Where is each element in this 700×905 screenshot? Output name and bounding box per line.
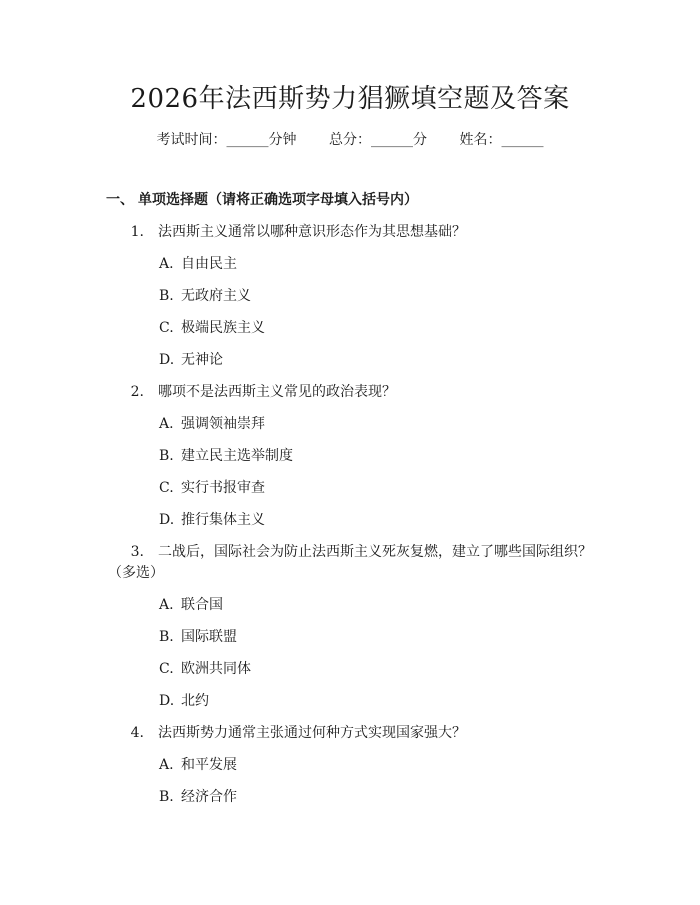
question-1-option-a xyxy=(159,254,237,274)
exam-time-field: 考试时间：______分钟 xyxy=(156,132,297,148)
question-text: 法西斯主义通常以哪种意识形态作为其思想基础？ xyxy=(158,224,466,240)
option-text: 推行集体主义 xyxy=(181,512,265,528)
option-letter: A. xyxy=(159,597,174,613)
question-1-option-d xyxy=(159,350,223,370)
question-text: 法西斯势力通常主张通过何种方式实现国家强大？ xyxy=(158,725,466,741)
option-letter: A. xyxy=(159,256,174,272)
question-number: 2. xyxy=(130,384,144,400)
option-letter: C. xyxy=(159,320,174,336)
question-2-option-b xyxy=(159,446,293,466)
question-1-option-c xyxy=(159,318,265,338)
question-2 xyxy=(116,382,396,402)
question-1-option-b xyxy=(159,286,251,306)
question-number: 3. xyxy=(130,544,144,560)
option-letter: B. xyxy=(159,629,174,645)
option-letter: B. xyxy=(159,448,174,464)
option-text: 欧洲共同体 xyxy=(181,661,251,677)
question-3-option-c xyxy=(159,659,251,679)
option-text: 联合国 xyxy=(181,597,223,613)
question-3-option-a xyxy=(159,595,223,615)
option-letter: C. xyxy=(159,480,174,496)
question-4 xyxy=(116,723,466,743)
question-number: 4. xyxy=(130,725,144,741)
option-letter: D. xyxy=(159,693,175,709)
question-text: 哪项不是法西斯主义常见的政治表现？ xyxy=(158,384,396,400)
section-heading xyxy=(106,190,418,210)
option-text: 经济合作 xyxy=(181,789,237,805)
question-4-option-b xyxy=(159,787,237,807)
question-4-option-a xyxy=(159,755,237,775)
option-letter: D. xyxy=(159,512,175,528)
option-letter: B. xyxy=(159,789,174,805)
option-text: 极端民族主义 xyxy=(181,320,265,336)
question-text: 二战后，国际社会为防止法西斯主义死灰复燃，建立了哪些国际组织？ xyxy=(158,544,592,560)
option-text: 建立民主选举制度 xyxy=(181,448,293,464)
option-text: 强调领袖崇拜 xyxy=(181,416,265,432)
option-letter: A. xyxy=(159,416,174,432)
section-number: 一、 xyxy=(106,192,134,208)
option-text: 自由民主 xyxy=(181,256,237,272)
question-3 xyxy=(116,542,592,562)
section-title: 单项选择题（请将正确选项字母填入括号内） xyxy=(138,192,418,208)
exam-meta xyxy=(0,130,700,150)
option-text: 实行书报审查 xyxy=(181,480,265,496)
question-number: 1. xyxy=(130,224,144,240)
question-3-option-d xyxy=(159,691,209,711)
option-text: 国际联盟 xyxy=(181,629,237,645)
option-letter: D. xyxy=(159,352,175,368)
option-text: 北约 xyxy=(181,693,209,709)
question-3-option-b xyxy=(159,627,237,647)
option-letter: A. xyxy=(159,757,174,773)
option-text: 无神论 xyxy=(181,352,223,368)
option-text: 和平发展 xyxy=(181,757,237,773)
student-name-field: 姓名：______ xyxy=(459,132,544,148)
question-2-option-d xyxy=(159,510,265,530)
question-2-option-c xyxy=(159,478,265,498)
document-title: 2026年法西斯势力猖獗填空题及答案 xyxy=(130,84,570,114)
option-text: 无政府主义 xyxy=(181,288,251,304)
question-1 xyxy=(116,222,466,242)
option-letter: C. xyxy=(159,661,174,677)
total-score-field: 总分：______分 xyxy=(329,132,427,148)
question-3-continued: （多选） xyxy=(108,565,164,581)
option-letter: B. xyxy=(159,288,174,304)
question-2-option-a xyxy=(159,414,265,434)
